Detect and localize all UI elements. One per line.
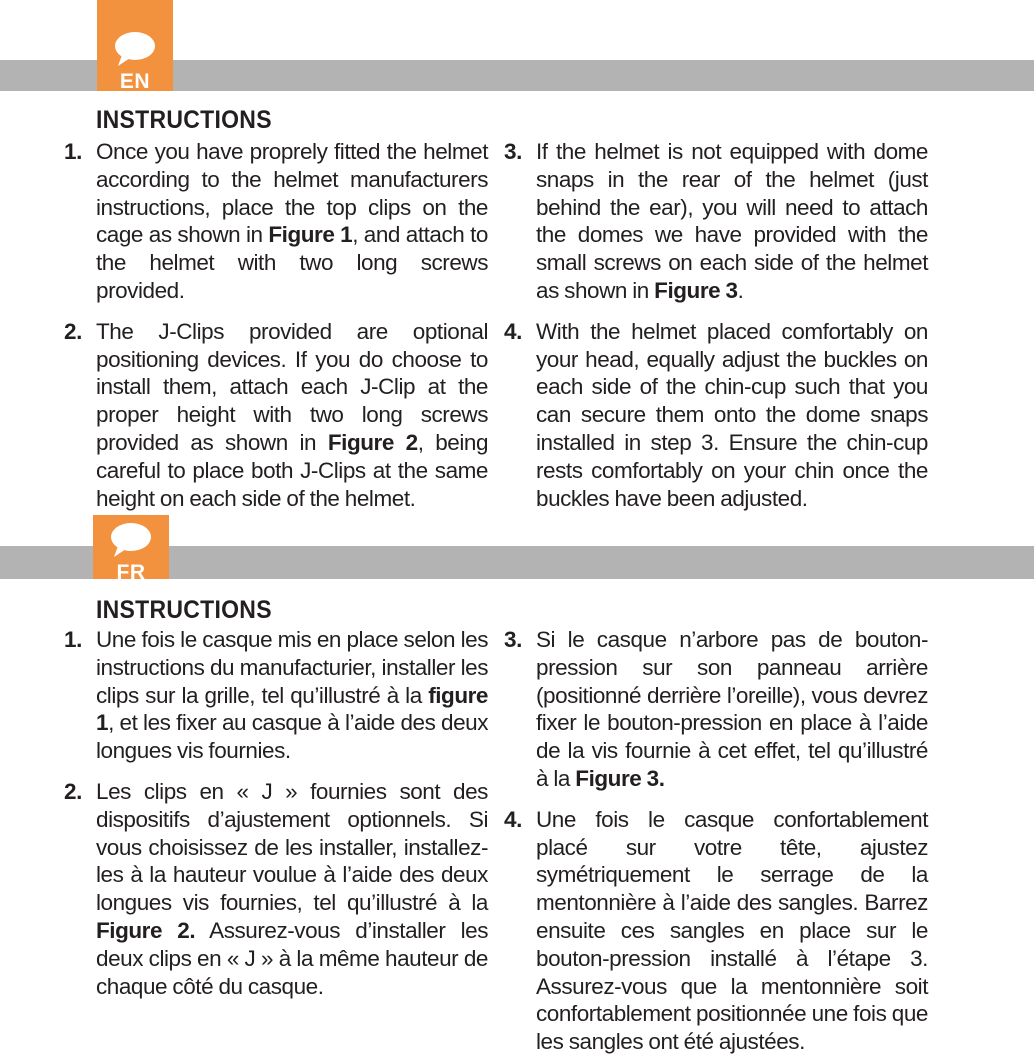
en-step-3 [504, 138, 928, 305]
en-step-2 [64, 318, 489, 513]
en-section-title: INSTRUCTIONS [96, 106, 272, 134]
en-column-left [64, 138, 489, 512]
figure-reference: Figure 3. [575, 765, 665, 791]
fr-column-right [504, 626, 928, 1056]
step-number: 2. [64, 778, 82, 804]
step-text: , et les fixer au casque à l’aide des deux longues vis fournies. [96, 710, 488, 764]
step-text: Assurez-vous d’installer les deux clips en « J » à la même hauteur de chaque côté du casque. [96, 917, 488, 999]
step-text: . [737, 277, 744, 303]
step-text: Once you have proprely fitted the helmet according to the helmet manufacturers instructions, place the top clips on the cage as shown in [96, 139, 488, 248]
en-language-tab [97, 0, 173, 91]
step-text: Une fois le casque mis en place selon les instructions du manufacturier, installer les clips sur la grille, tel qu’illustré à la [96, 627, 488, 708]
step-number: 2. [64, 318, 82, 344]
en-language-code: EN [119, 70, 151, 91]
en-step-4 [504, 318, 928, 513]
step-text: With the helmet placed comfortably on your head, equally adjust the buckles on each side of the chin-cup such that you can secure them onto the dome snaps installed in step 3. Ensure the chin-cup rests comfortably on your chin once the buckles have been adjusted. [536, 318, 928, 511]
step-text: Une fois le casque confortablement placé sur votre tête, ajustez symétriquement le serrage de la mentonnière à l’aide des sangles. Barrez ensuite ces sangles en place sur le bouton-pression installé à l’étape 3. Assurez-vous que la mentonnière soit confortablement positionnée une fois que les sangles ont été ajustées. [536, 806, 928, 1055]
fr-section-title: INSTRUCTIONS [96, 596, 272, 624]
step-text: Les clips en « J » fournies sont des dispositifs d’ajustement optionnels. Si vous choisissez de les installer, installez-les à la hauteur voulue à l’aide des deux longues vis fournies, tel qu’illustré à la [96, 778, 488, 916]
step-text: Si le casque n’arbore pas de bouton-pression sur son panneau arrière (positionné derrière l’oreille), vous devrez fixer le bouton-pression en place à l’aide de la vis fournie à cet effet, tel qu’illustré à la [536, 627, 928, 791]
step-number: 4. [504, 318, 522, 344]
fr-step-1 [64, 626, 488, 765]
figure-reference: Figure 2 [327, 429, 418, 455]
step-number: 3. [504, 627, 522, 652]
fr-column-left [64, 626, 488, 1000]
step-text: If the helmet is not equipped with dome snaps in the rear of the helmet (just behind the ear), you will need to attach the domes we have provided with the small screws on each side of the helmet as shown in [536, 139, 928, 303]
en-step-1 [64, 138, 488, 305]
step-text: , being careful to place both J-Clips at the same height on each side of the helmet. [96, 429, 489, 511]
figure-reference: figure 1 [96, 682, 488, 736]
fr-language-code: FR [116, 561, 146, 579]
en-column-right [504, 138, 928, 512]
step-number: 1. [64, 139, 82, 164]
step-text: The J-Clips provided are optional positioning devices. If you do choose to install them, attach each J-Clip at the proper height with two long screws provided as shown in [96, 318, 488, 455]
speech-bubble-icon [112, 30, 158, 68]
speech-bubble-icon [108, 521, 154, 559]
fr-step-2 [64, 778, 488, 1000]
step-number: 1. [64, 627, 82, 652]
fr-step-3 [504, 626, 928, 793]
step-number: 4. [504, 806, 522, 832]
figure-reference: Figure 1 [268, 222, 353, 248]
figure-reference: Figure 3 [654, 277, 738, 303]
fr-step-4 [504, 806, 928, 1056]
step-text: , and attach to the helmet with two long screws provided. [96, 222, 488, 303]
figure-reference: Figure 2. [96, 917, 196, 943]
step-number: 3. [504, 139, 522, 164]
fr-language-tab [93, 515, 169, 579]
